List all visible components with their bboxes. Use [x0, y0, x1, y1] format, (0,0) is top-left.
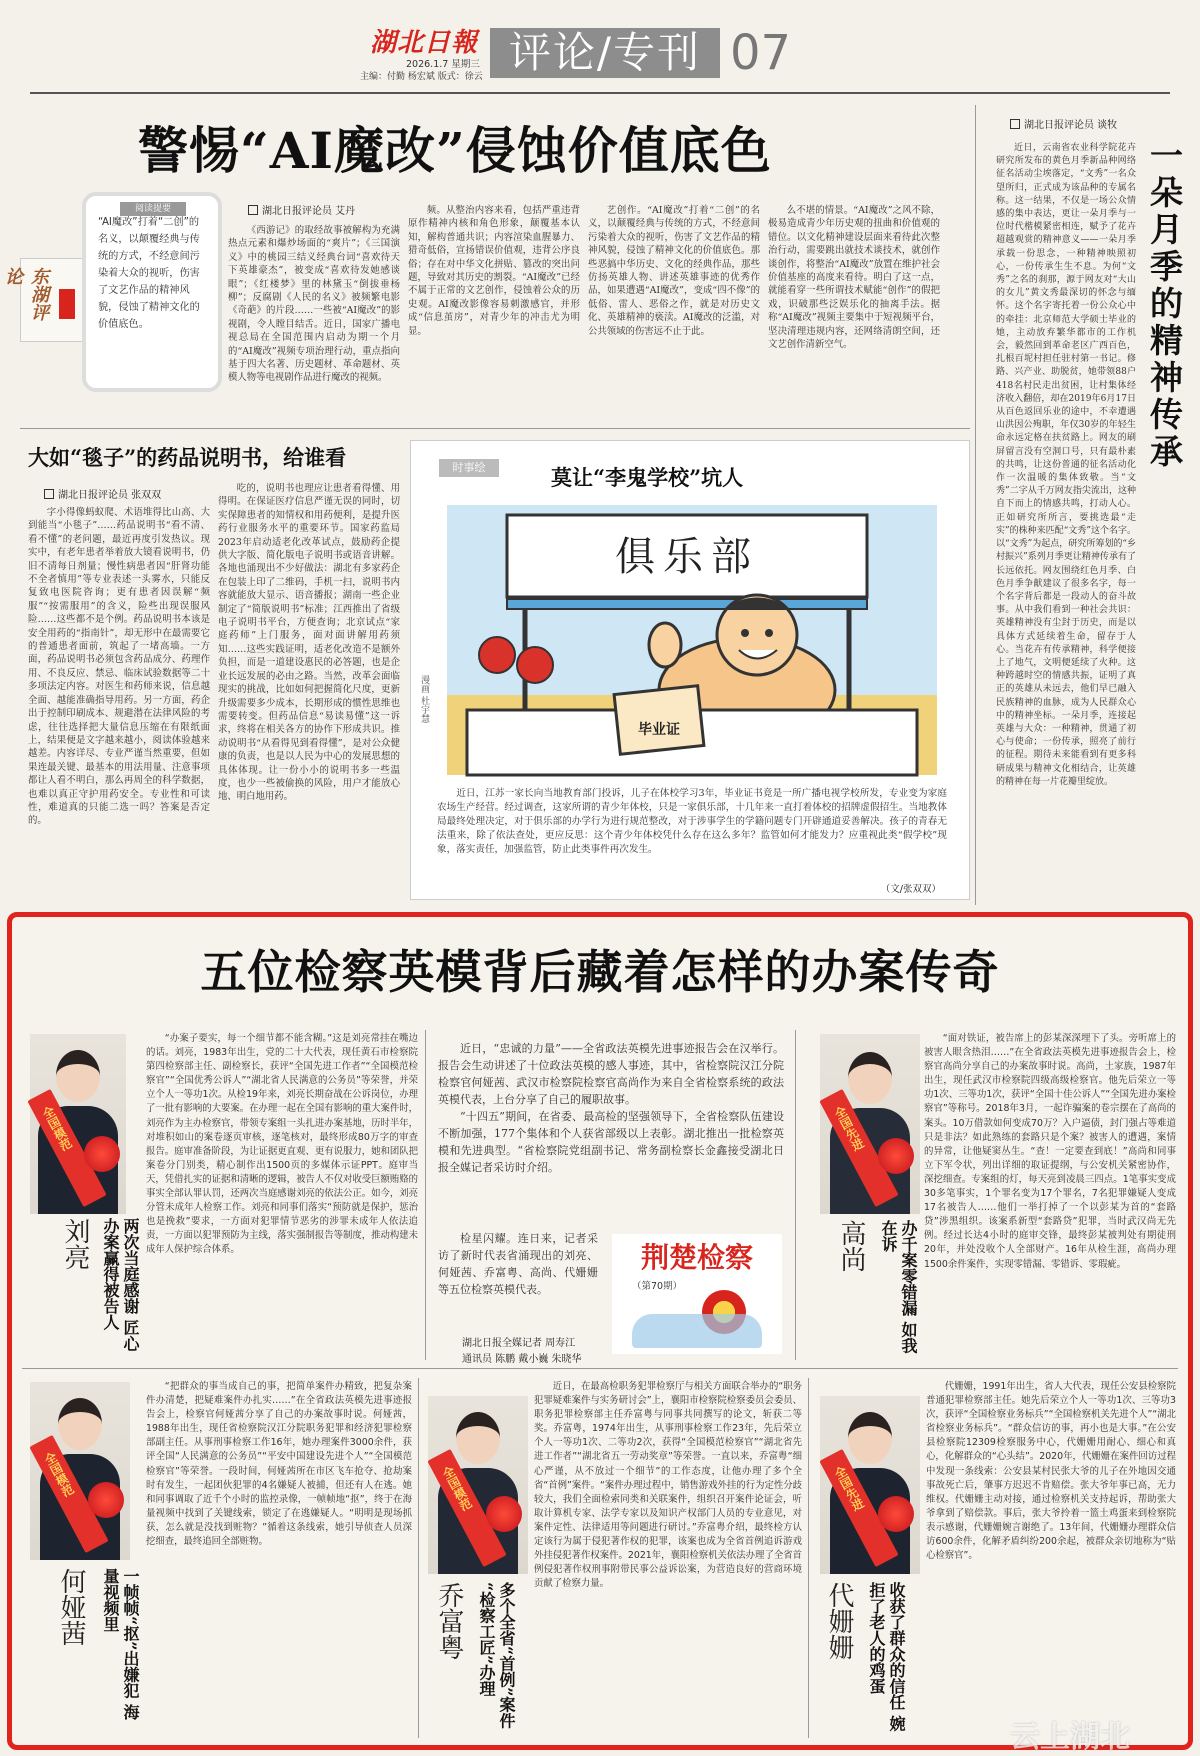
sash-text: 全国模范 [439, 1464, 475, 1514]
profile-he-yaxi [22, 1376, 414, 1741]
column-tag-text: 东湖评论 [2, 267, 49, 321]
cartoon-section [410, 440, 970, 900]
article1-paragraph: 么不堪的情景。“AI魔改”之风不除，极易造成青少年历史观的扭曲和价值观的错位。以文化精神建设层面来看待此次整治行动，需要跳出就技术谈技术，就创作谈创作，将整治“AI魔改”放置在维护社会价值基座的高度来看待。明白了这一点，就能看穿一些所谓技术赋能“创作”的假把戏，识破那些泛娱乐化的抽离手法。据称“AI魔改”视频主要集中于短视频平台，坚决清理违规内容，还网络清朗空间，还文艺创作清新空气。 [768, 205, 940, 351]
profile-dai-shanshan [814, 1376, 1180, 1741]
profile-name: 刘亮 [60, 1218, 90, 1270]
profile-paragraph: “办案子要实，每一个细节都不能含糊。”这是刘亮常挂在嘴边的话。刘亮，1983年出生，党的二十大代表，现任黄石市检察院第四检察部主任、副检察长，获评“全国先进工作者”“全国模范检察官”“全国优秀公诉人”“湖北省人民满意的公务员”等荣誉，并荣立个人一等功1次。从检19年来，刘亮长期奋战在公诉岗位，办理了一批有影响的大要案。在办理一起在全国有影响的重大案件时，刘亮作为主办检察官，带领专案组一头扎进办案基地，历时半年，对堆积如山的案卷逐页审核，逐笔核对，最终形成80万字的审查报告。庭审准备阶段，为让证据更直观、更有说服力，她和团队把案卷分门别类，精心制作出1500页的多媒体示证PPT。庭审当天，凭借扎实的证据和清晰的逻辑，被告人不仅对收受巨额贿赂的事实全部认罪认罚，还两次当庭感谢刘亮的依法公正。如今，刘亮分管未成年人检察工作。刘亮和同事们落实“预防就是保护，惩治也是挽救”要求，一方面对犯罪情节恶劣的涉罪未成年人依法追责，一方面以犯罪预防为主线，落实强制报告等制度，推动构建未成年人保护综合体系。 [146, 1033, 418, 1256]
profile-text [146, 1032, 418, 1362]
section-banner: 评论/专刊 [490, 28, 720, 78]
red-flower-icon [88, 1482, 124, 1518]
article2-title: 一朵月季的精神传承 [1145, 138, 1184, 471]
feature-divider-right [795, 1030, 796, 1360]
sash-text: 全国模范 [41, 1450, 77, 1500]
cartoon-title: 莫让“李鬼学校”坑人 [551, 465, 744, 490]
cartoon-artist: 漫画 杜宇慧 [419, 675, 429, 723]
portrait-head [848, 1412, 892, 1464]
feature-credit-correspondent: 通讯员 陈鹏 戴小巍 朱晓华 [462, 1354, 582, 1365]
portrait-photo [428, 1396, 528, 1574]
feature-intro-p3: 检星闪耀。连日来，记者采访了新时代表省涌现出的刘亮、何娅茜、乔富粤、高尚、代姗姗等五位检察英模代表。 [438, 1232, 598, 1296]
feature-divider-bottom-1 [418, 1378, 419, 1738]
article1-title: 警惕“AI魔改”侵蚀价值底色 [138, 121, 772, 180]
article2-byline: 湖北日报评论员 谈牧 [1010, 116, 1185, 130]
profile-headline: 办千案零错漏 如我在诉 [879, 1220, 918, 1354]
article3-byline: 湖北日报评论员 张双双 [44, 486, 224, 500]
portrait-photo [30, 1382, 130, 1560]
profile-text [146, 1380, 412, 1736]
portrait-head [56, 1050, 100, 1102]
portrait-head [848, 1052, 892, 1104]
article1-col-4 [768, 204, 940, 414]
profile-text [534, 1380, 802, 1736]
article1-col-3 [588, 204, 760, 414]
feature-intro-p1: 近日，“忠诚的力量”——全省政法英模先进事迹报告会在汉举行。报告会生动讲述了十位政法英模的感人事迹，其中，省检察院汉江分院检察官何娅茜、武汉市检察院检察官高尚作为来自全省检察系统的政法英模代表，上台分享了自己的履职故事。 [438, 1042, 784, 1106]
profile-text [926, 1380, 1176, 1736]
red-flower-icon [84, 1136, 120, 1172]
masthead [0, 0, 1200, 96]
profile-name: 乔富粤 [434, 1582, 464, 1660]
issue-date: 2026.1.7 星期三 [406, 59, 480, 70]
masthead-rule [30, 92, 1170, 94]
article3-paragraph: 吃的，说明书也理应让患者看得懂、用得明。在保证医疗信息严谨无误的同时，切实保障患者的知情权和用药便利，是提升医药行业服务水平的重要环节。国家药监局2023年启动适老化改革试点，鼓励药企提供大字版、简化版电子说明书或语音讲解。各地也涌现出不少好做法：湖北有多家药企在包装上印了二维码，手机一扫，说明书内容就能放大显示、语音播报；湖南一些企业制定了“简版说明书”标准；江西推出了省级电子说明书平台，方便查询；北京试点“家庭药师”上门服务，面对面讲解用药须知……这些实践证明，适老化改造不是额外负担，而是一道建设惠民的必答题，也是企业长远发展的必由之路。当然，改革会面临现实的挑战，比如如何把握简化尺度，更新升级需要多少成本，长期形成的惯性思维也需要转变。但药品信息“易读易懂”这一诉求，终将在相关各方的协作下形成共识。推动说明书“从看得见到看得懂”，是对公众健康的负责，也是以人民为中心的发展思想的具体体现。让一份小小的说明书多一些温度，也少一些被偷换的风险，用户才能放心地、明白地用药。 [218, 483, 400, 803]
feature-credit-reporter: 湖北日报全媒记者 周寿江 [462, 1338, 576, 1349]
feature-intro-p3-box [438, 1230, 598, 1330]
feature-divider-left [425, 1030, 426, 1360]
article1-paragraph: 《西游记》的取经故事被解构为充满热点元素和爆炒场面的“爽片”；《三国演义》中的桃园三结义经典台词“喜欢待天下英雄豪杰”，被变成“喜欢待发她感谈眼”；《红楼梦》里的林黛玉“倒拔垂杨柳”；反腐剧《人民的名义》被频繁电影《奇葩》的片段……一些被“AI魔改”的影视剧，令人瞠目结舌。近日，国家广播电视总局在全国范围内启动为期一个月的“AI魔改”视频专项治理行动，重点指向基于四大名著、历史题材、革命题材、英模人物等电视剧作品进行魔改的视频。 [228, 225, 400, 384]
article-rose-spirit [982, 104, 1187, 904]
logo-issue: （第70期） [632, 1281, 683, 1292]
page-number: 07 [730, 25, 792, 81]
hand-graphic [632, 1314, 762, 1348]
profile-headline: 收获了群众的信任 婉拒了老人的鸡蛋 [867, 1582, 906, 1732]
logo-title: 荆楚检察 [640, 1241, 753, 1274]
feature-divider-bottom-2 [808, 1378, 809, 1738]
profile-headline: 一帧帧“抠”出嫌犯 海量视频里 [101, 1568, 140, 1720]
portrait-photo [820, 1034, 920, 1214]
abstract-label: 阅读提要 [120, 202, 186, 216]
portrait-photo [30, 1034, 126, 1214]
abstract-text: “AI魔改”打着“二创”的名义，以颠覆经典与传统的方式，不经意间污染着大众的视听，伤害了文艺作品的精神风貌，侵蚀了精神文化的价值底色。 [98, 217, 200, 330]
red-flower-icon [878, 1496, 914, 1532]
portrait-head [456, 1412, 500, 1464]
article2-paragraph: 近日，云南省农业科学院花卉研究所发布的黄色月季新品种网络征名活动尘埃落定，“文秀”一名众望所归，正式成为该品种的专属名称。这一结果，不仅是一场公众情感的集中表达，更让一朵月季与一位时代楷模紧密相连，赋予了花卉超越观赏的精神意义——一朵月季承载一份思念，一种精神映照初心，一份传承生生不息。为何“文秀”之名的刹那，源于网友对“大山的女儿”黄文秀最深切的怀念与缅怀。这个名字寄托着一份公众心中的牵挂：北京师范大学硕士毕业的她，主动放弃繁华都市的工作机会，毅然回到革命老区广西百色，扎根百坭村担任驻村第一书记。修路、兴产业、助脱贫，她带领88户418名村民走出贫困，让村集体经济收入翻倍，却在2019年6月17日从百色返回乐业的途中，不幸遭遇山洪因公殉职，年仅30岁的年轻生命永远定格在扶贫路上。网友的刷屏留言没有空洞口号，只有最朴素的共鸣，让这份普通的征名活动化作一次温暖的集体致敬。当“文秀”二字从千万网友指尖流出，这种自下而上的情感共鸣，打动人心。正如研究所所言，要挑选最“走实”的株种来匹配“文秀”这个名字。以“文秀”为起点，研究所筹划的“乡村振兴”系列月季更让精神传承有了长远依托。网友围绕红色月季、白色月季争献建议了很多名字，每一个名字背后都是一段动人的奋斗故事。从中我们看到一种社会共识：英雄精神没有尘封于历史，而是以具体方式延续着生命，留存于人心。当花卉有传承精神，科学便接上了地气，文明便延续了火种。这种跨越时空的情感共振，证明了真正的英雄从未远去，他们早已融入民族精神的血脉，成为人民群众心中的精神坐标。一朵月季，连接起英雄与大众：一种精神，贯通了初心与使命；一份传承，照亮了前行的征程。期待未来能看到有更多科研成果与精神文化相结合，让英雄的精神在每一片花瓣里绽放。 [996, 143, 1136, 787]
column-tag-seal [59, 289, 75, 319]
horizontal-divider [20, 428, 970, 429]
article3-col-1 [28, 506, 210, 904]
club-sign-text: 俱乐部 [615, 534, 759, 580]
red-flower-icon [486, 1496, 522, 1532]
article-drug-instructions [20, 436, 405, 906]
article3-title: 大如“毯子”的药品说明书，给谁看 [28, 445, 347, 470]
profile-liu-liang [22, 1030, 422, 1365]
article1-paragraph: 艺创作。“AI魔改”打着“二创”的名义，以颠覆经典与传统的方式，不经意间污染着大众的视听，伤害了文艺作品的精神风貌，侵蚀了精神文化的价值底色。那些恶搞中华历史、文化的经典作品，那些仿扬英雄人物、讲述英雄事迹的优秀作品，如果遭遇“AI魔改”，变成“四不像”的低俗、雷人、恶俗之作，就是对历史文化、英雄精神的亵渎。AI魔改的泛滥，对公共领域的伤害远不止于此。 [588, 205, 760, 337]
cartoon-credit: （文/张双双） [880, 884, 941, 895]
newspaper-logo: 湖北日報 [370, 28, 479, 58]
sash-text: 全国模范 [39, 1104, 75, 1154]
cartoon-caption [437, 787, 947, 883]
article3-col-2 [218, 482, 400, 904]
article2-column [996, 142, 1136, 902]
profile-name: 何娅茜 [56, 1568, 86, 1646]
feature-divider-row [22, 1368, 1178, 1369]
donghu-column-tag [2, 258, 84, 342]
cartoon-section-label: 时事绘 [439, 459, 499, 477]
profile-name: 代姗姗 [824, 1582, 854, 1660]
feature-intro [438, 1040, 784, 1230]
certificate-text: 毕业证 [638, 722, 680, 738]
article1-col-2 [408, 204, 580, 414]
article1-paragraph: 频。从整治内容来看，包括严重违背原作精神内核和角色形象，颠覆基本认知，解构普通共识；内容渲染血腥暴力、猎奇低俗，宣扬错误价值观，违背公序良俗；存在对中华文化拼贴、篡改的突出问题，导致对其历史的割裂。“AI魔改”已经不属于正常的文艺创作，侵蚀着公众的历史观。AI魔改影像容易刺激感官，并形成“信息茧房”，对青少年的冲击尤为明显。 [408, 205, 580, 337]
editor-credits: 主编：付勤 杨宏斌 版式：徐云 [360, 72, 483, 82]
profile-headline: 两次当庭感谢 匠心办案赢得被告人 [101, 1218, 140, 1352]
sash-text: 全国先进 [831, 1104, 867, 1154]
profile-gao-shang [800, 1030, 1180, 1365]
vertical-divider [975, 105, 976, 905]
jingchu-procuratorate-logo [612, 1234, 782, 1354]
feature-title: 五位检察英模背后藏着怎样的办案传奇 [200, 945, 1000, 999]
sash-text: 全国先进 [831, 1464, 867, 1514]
feature-intro-p2: “十四五”期间，在省委、最高检的坚强领导下，全省检察队伍建设不断加强，177个集体和个人获省部级以上表彰。湖北推出一批检察英模和先进典型。“省检察院党组副书记、常务副检察长金鑫接受湖北日报全媒记者采访时介绍。 [438, 1110, 784, 1174]
profile-name: 高尚 [836, 1220, 866, 1272]
article3-paragraph: 字小得像蚂蚁爬、术语堆得比山高、大到能当“小毯子”……药品说明书“看不清、看不懂”的老问题，最近再度引发热议。现实中，有老年患者举着放大镜看说明书，仍旧不清每日剂量；慢性病患者因“肝肾功能不全者慎用”等专业表述一头雾水，只能反复致电医院咨询；更有患者因误解“频服”“按需服用”的含义，险些出现误服风险……这些都不是个例。药品说明书本该是安全用药的“指南针”，却无形中在最需要它的普通患者面前，筑起了一堵高墙。一方面，药品说明书必须包含药品成分、药理作用、不良反应、禁忌、临床试验数据等二十多项法定内容。对医生和药师来说，信息越全面、越能准确指导用药。另一方面，药企出于控制印刷成本、规避潜在法律风险的考虑，往往选择把大量信息压缩在有限纸面上，结果便是文字越来越小，阅读体验越来越差。内容详尽、专业严谨当然重要，但如果连最关键、最基本的用法用量、注意事项都让人看不明白，那么再周全的科学数据，也难以真正守护用药安全。专业性和可读性，难道真的只能二选一吗？答案是否定的。 [28, 507, 210, 827]
profile-paragraph: “面对铁证，被告席上的彭某深深埋下了头。旁听席上的被害人眼含热泪……”在全省政法英模先进事迹报告会上，检察官高尚分享自己的办案故事时说。高尚，土家族，1987年出生，现任武汉市检察院四级高级检察官。他先后荣立一等功1次、三等功1次，获评“全国十佳公诉人”“全国先进办案检察官”等称号。2018年3月，一起诈骗案的卷宗摆在了高尚的案头。10万借款如何变成70万？入户逼债，封门强占等难道只是非法？如此熟练的套路只是个案？被害人的遭遇，案情的异常，让他疑窦丛生。“查！一定要查到底！”高尚和同事立下军令状，列出详细的取证提纲，与公安机关紧密协作，深挖细查。专案组的灯，每天亮到凌晨三四点。1笔事实变成30多笔事实，1个罪名变为17个罪名，7名犯罪嫌疑人变成17名被告人……他们一举打掉了一个以彭某为首的“套路贷”涉黑组织。该案系新型“套路贷”犯罪，当时武汉尚无先例。经过长达4小时的庭审交锋，最终彭某被判处有期徒刑20年，并处没收个人全部财产。16年从检生涯，高尚办理1500余件案件，实现零错漏、零错诉、零瑕疵。 [924, 1033, 1176, 1270]
cartoon-illustration [419, 505, 937, 775]
red-flower-icon [878, 1138, 914, 1174]
profile-paragraph: 代姗姗，1991年出生，省人大代表，现任公安县检察院普通犯罪检察部主任。她先后荣立个人一等功1次、三等功3次，获评“全国检察业务标兵”“全国检察机关先进个人”“湖北省检察业务标兵”。“群众信访的事，再小也是大事。”在公安县检察院12309检察服务中心，代姗姗用耐心、细心和真心，化解群众的“心头结”。2020年，代姗姗在案件回访过程中发现一条线索：公安县某村民张大爷的儿子在外地因交通事故死亡后，肇事方迟迟不肯赔偿。张大爷年事已高，无力维权。代姗姗主动对接，通过检察机关支持起诉，帮助张大爷拿到了赔偿款。事后，张大爷拎着一篮土鸡蛋来到检察院表示感谢，代姗姗婉言谢绝了。13年间，代姗姗办理群众信访600余件，化解矛盾纠纷200余起，被群众亲切地称为“贴心检察官”。 [926, 1381, 1176, 1562]
profile-headline: 多个全省“首例”案件 “检察工匠”办理 [477, 1582, 516, 1729]
article1-byline: 湖北日报评论员 艾丹 [248, 202, 428, 216]
abstract-box [82, 192, 222, 392]
cartoon-caption-text: 近日，江苏一家长向当地教育部门投诉，儿子在体校学习3年，毕业证书竟是一所广播电视学校所发，专业变为家庭农场生产经营。经过调查，这家所谓的青少年体校，只是一家俱乐部，十几年来一直打着体校的招牌虚假招生。当地教体局最终处理决定，对于俱乐部的办学行为进行规范整改，对于涉事学生的学籍问题专门开辟通道妥善解决。孩子的青春无法重来，除了依法查处，更应反思：这个青少年体校凭什么存在这么多年？监管如何才能发力？应重视此类“假学校”现象，落实责任，加强监管，防止此类事件再次发生。 [437, 788, 947, 855]
watermark: 云上湖北 [1010, 1720, 1130, 1755]
portrait-photo [820, 1396, 920, 1574]
profile-paragraph: “把群众的事当成自己的事，把简单案件办精致，把复杂案件办清楚，把疑难案件办扎实……”在全省政法英模先进事迹报告会上，检察官何娅茜分享了自己的办案故事时说。何娅茜，1988年出生，现任省检察院汉江分院职务犯罪和经济犯罪检察部副主任。从事刑事检察工作16年，她办理案件3000余件，获评全国“人民满意的公务员”“平安中国建设先进个人”“全国模范检察官”等荣誉。一段时间，何娅茜所在市区飞车抢夺、抢劫案时有发生，一起团伙犯罪的4名嫌疑人被捕，但还有人在逃。她和同事调取了近千个小时的监控录像，一帧帧地“抠”，终于在海量视频中找到了关键线索，锁定了在逃嫌疑人。“明明是现场抓获，怎么就是没找到赃物？”循着这条线索，她引导侦查人员深挖细查，最终追回全部赃物。 [146, 1381, 412, 1548]
article-ai-modification [2, 100, 975, 420]
profile-qiao-fuyue [422, 1376, 806, 1741]
profile-text [924, 1032, 1176, 1362]
profile-paragraph: 近日，在最高检职务犯罪检察厅与相关方面联合举办的“职务犯罪疑难案件与实务研讨会”上，襄阳市检察院检察委员会委员、职务犯罪检察部主任乔富粤与同事共同撰写的论文，斩获二等奖。乔富粤，1974年出生，从事刑事检察工作23年，先后荣立个人一等功1次、二等功2次，获得“全国模范检察官”“湖北省先进工作者”“湖北省五一劳动奖章”等荣誉。一直以来，乔富粤“细心严谨，从不放过一个细节”的工作态度，让他办理了多个全省“首例”案件。“案件办理过程中，销售游戏外挂的行为定性分歧较大，我们全面检索同类和关联案件，组织召开案件论证会，听取计算机专家、法学专家以及知识产权部门人员的专业意见，对案件定性、法律适用等问题进行研讨。”乔富粤介绍，最终检方认定该行为属于侵犯著作权的犯罪，该案也成为全省首例追诉游戏外挂侵犯著作权案件。2021年，襄阳检察机关依法办理了全省首例侵犯著作权刑事附带民事公益诉讼案，为营造良好的营商环境贡献了检察力量。 [534, 1381, 802, 1590]
portrait-head [58, 1398, 102, 1450]
article1-col-1 [228, 224, 400, 414]
